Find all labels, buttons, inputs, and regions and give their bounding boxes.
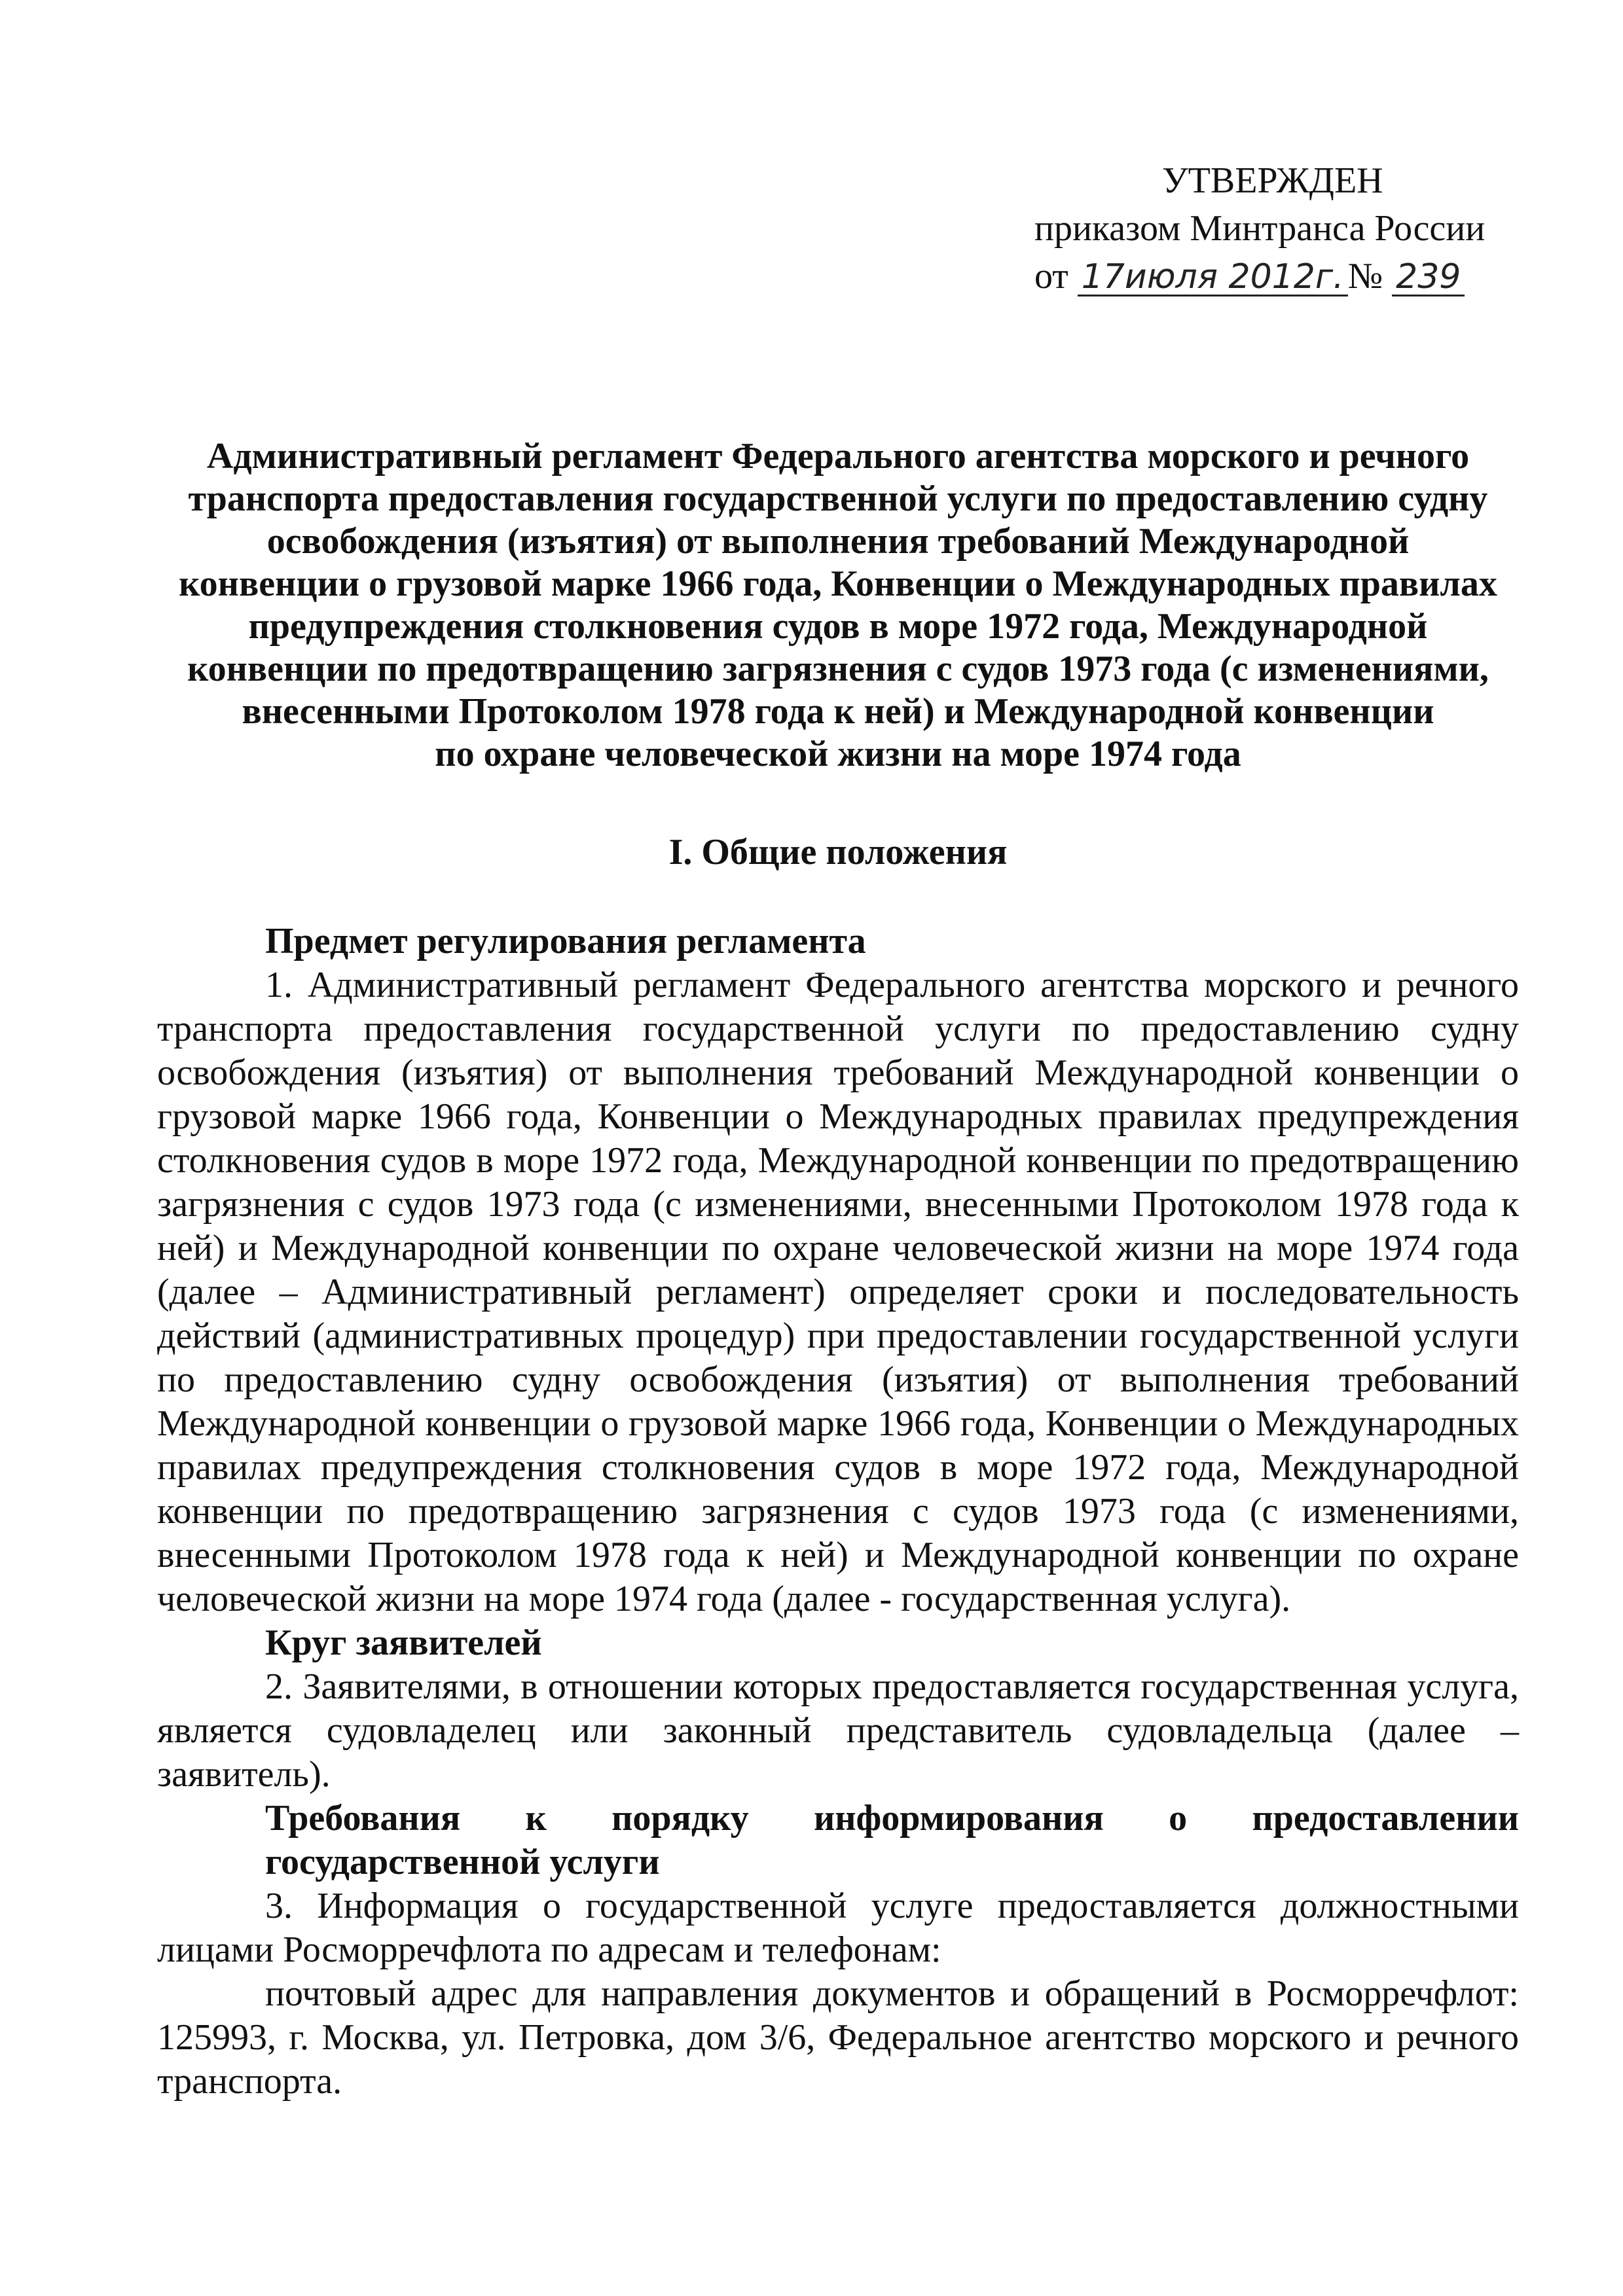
title-line: Административный регламент Федерального агентства морского и речного — [206, 436, 1470, 476]
subsection-heading-applicants: Круг заявителей — [265, 1623, 542, 1663]
handwritten-date: 17июля 2012г. — [1078, 259, 1348, 297]
handwritten-number: 239 — [1392, 259, 1465, 297]
approval-date-line — [1034, 253, 1532, 300]
paragraph-2: 2. Заявителями, в отношении которых предоставляется государственная услуга, является судовладелец или законный представитель судовладельца (далее – заявитель). — [157, 1666, 1519, 1795]
paragraph-3: 3. Информация о государственной услуге предоставляется должностными лицами Росморречфлота по адресам и телефонам: — [157, 1886, 1519, 1970]
subsection-heading-subject: Предмет регулирования регламента — [265, 921, 866, 961]
approval-order-line: приказом Минтранса России — [1034, 207, 1486, 249]
approval-stamp-block — [1034, 157, 1532, 300]
approval-number-prefix: № — [1347, 255, 1383, 296]
document-title — [157, 435, 1519, 776]
title-line: предупреждения столкновения судов в море 1972 года, Международной — [248, 606, 1428, 647]
paragraph-4: почтовый адрес для направления документов и обращений в Росморречфлот: 125993, г. Москва, ул. Петровка, дом 3/6, Федеральное агентство морского и речного транспорта. — [157, 1973, 1519, 2102]
title-line: освобождения (изъятия) от выполнения требований Международной — [266, 521, 1410, 562]
subsection-heading-informing: Требования к порядку информирования о предоставлении государственной услуги — [265, 1798, 1519, 1882]
title-line: по охране человеческой жизни на море 1974 года — [435, 734, 1241, 774]
section-heading: I. Общие положения — [668, 832, 1008, 872]
title-line: транспорта предоставления государственной услуги по предоставлению судну — [188, 478, 1488, 519]
title-line: внесенными Протоколом 1978 года к ней) и Международной конвенции — [242, 691, 1434, 732]
paragraph-1: 1. Административный регламент Федерального агентства морского и речного транспорта предоставления государственной услуги по предоставлению судну освобождения (изъятия) от выполнения требований Международной конвенции о грузовой марке 1966 года, Конвенции о Международных правилах предупреждения столкновения судов в море 1972 года, Международной конвенции по предотвращению загрязнения с судов 1973 года (с изменениями, внесенными Протоколом 1978 года к ней) и Международной конвенции по охране человеческой жизни на море 1974 года (далее – Административный регламент) определяет сроки и последовательность действий (административных процедур) при предоставлении государственной услуги по предоставлению судну освобождения (изъятия) от выполнения требований Международной конвенции о грузовой марке 1966 года, Конвенции о Международных правилах предупреждения столкновения судов в море 1972 года, Международной конвенции по предотвращению загрязнения с судов 1973 года (с изменениями, внесенными Протоколом 1978 года к ней) и Международной конвенции по охране человеческой жизни на море 1974 года (далее - государственная услуга). — [157, 965, 1519, 1619]
approval-from-prefix: от — [1034, 255, 1068, 296]
title-line: конвенции по предотвращению загрязнения с судов 1973 года (с изменениями, — [187, 649, 1489, 689]
document-body — [157, 920, 1519, 2104]
title-line: конвенции о грузовой марке 1966 года, Конвенции о Международных правилах — [179, 564, 1497, 604]
approval-heading: УТВЕРЖДЕН — [1162, 160, 1383, 201]
